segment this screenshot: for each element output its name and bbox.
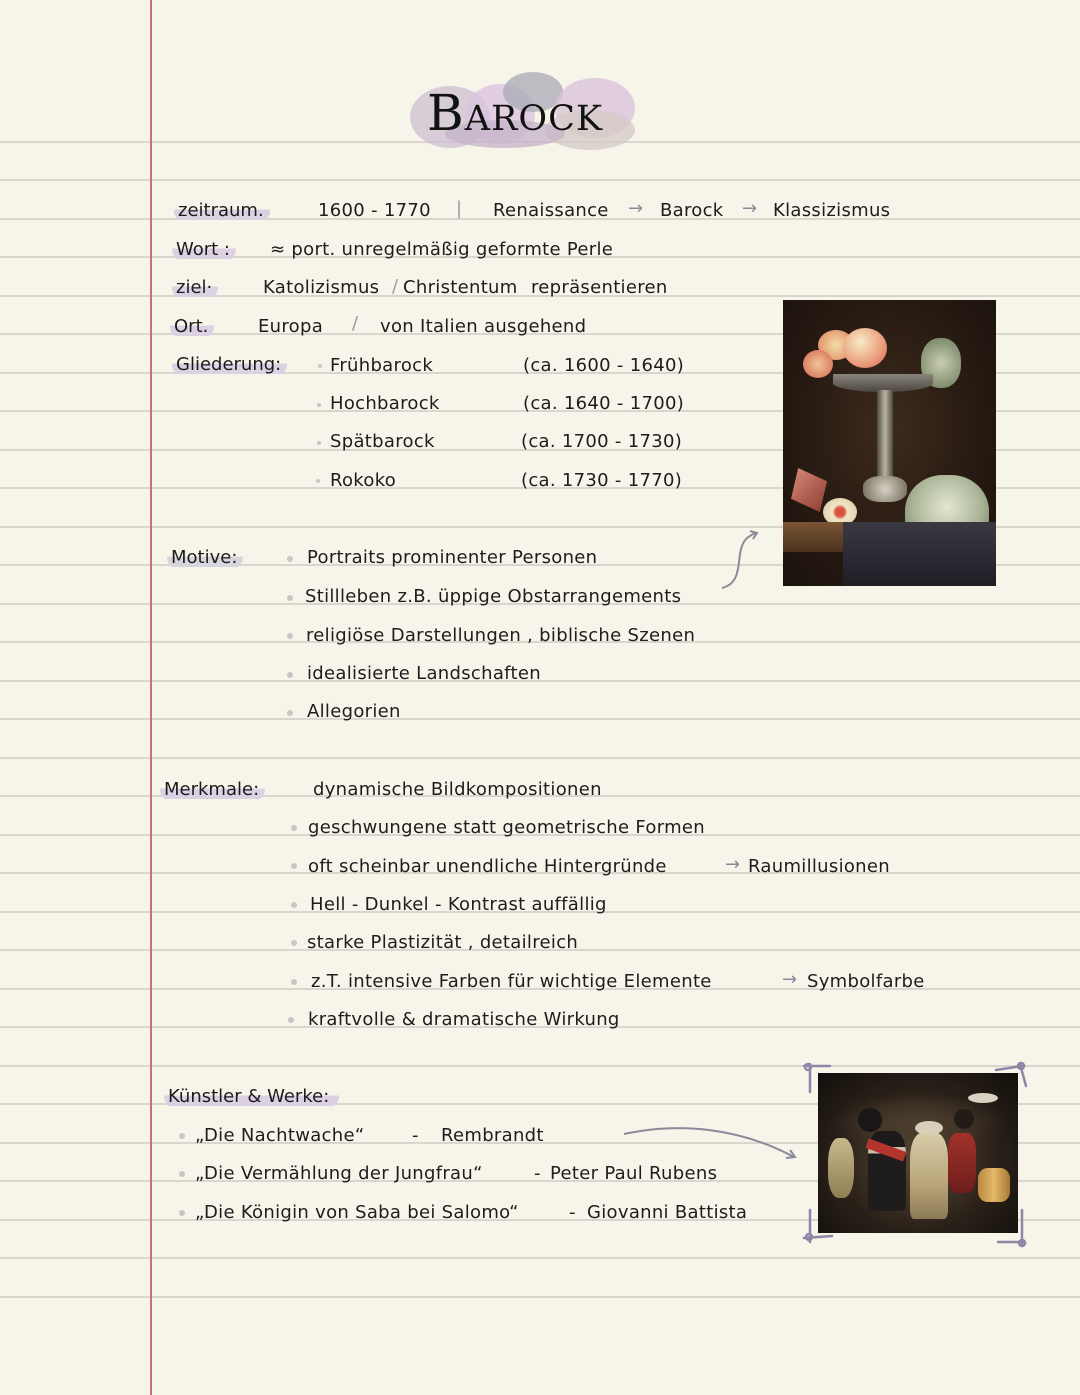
period-name: Hochbarock bbox=[330, 393, 440, 414]
bullet bbox=[179, 1171, 185, 1177]
motive-item: Portraits prominenter Personen bbox=[307, 547, 598, 568]
bullet bbox=[317, 441, 321, 445]
curved-arrow-icon bbox=[718, 530, 768, 595]
period-range: (ca. 1640 - 1700) bbox=[523, 393, 685, 414]
ziel-label: ziel· bbox=[172, 277, 218, 298]
arrow-right-icon: → bbox=[782, 969, 798, 990]
period-range: (ca. 1700 - 1730) bbox=[521, 431, 683, 452]
rule-line bbox=[0, 718, 1080, 720]
merkmal-result: Symbolfarbe bbox=[807, 971, 925, 992]
dash: - bbox=[412, 1125, 419, 1146]
bullet bbox=[287, 672, 293, 678]
era-renaissance: Renaissance bbox=[493, 200, 609, 221]
period-range: (ca. 1730 - 1770) bbox=[521, 470, 683, 491]
motive-item: idealisierte Landschaften bbox=[307, 663, 541, 684]
bullet bbox=[291, 863, 297, 869]
work-title: „Die Nachtwache“ bbox=[195, 1125, 365, 1146]
page-title: Barock bbox=[427, 84, 603, 142]
arrow-right-icon: → bbox=[742, 198, 758, 219]
artist-name: Giovanni Battista bbox=[587, 1202, 748, 1223]
bullet bbox=[287, 633, 293, 639]
rule-line bbox=[0, 1257, 1080, 1259]
bullet bbox=[287, 556, 293, 562]
ziel-value-a: Katolizismus bbox=[263, 277, 380, 298]
merkmale-label: Merkmale: bbox=[160, 779, 265, 800]
slash: / bbox=[392, 276, 399, 297]
period-range: (ca. 1600 - 1640) bbox=[523, 355, 685, 376]
zeitraum-label: zeitraum. bbox=[174, 200, 270, 221]
slash: / bbox=[352, 313, 359, 334]
period-name: Rokoko bbox=[330, 470, 397, 491]
merkmal-item: z.T. intensive Farben für wichtige Elemente bbox=[311, 971, 712, 992]
work-title: „Die Königin von Saba bei Salomo“ bbox=[195, 1202, 519, 1223]
bullet bbox=[318, 364, 322, 368]
ziel-value-b: Christentum bbox=[403, 277, 518, 298]
page-title-block bbox=[405, 70, 640, 155]
ort-value-a: Europa bbox=[258, 316, 324, 337]
merkmal-item: geschwungene statt geometrische Formen bbox=[308, 817, 706, 838]
merkmale-intro: dynamische Bildkompositionen bbox=[313, 779, 602, 800]
gliederung-label: Gliederung: bbox=[172, 354, 287, 375]
wort-label: Wort : bbox=[172, 239, 236, 260]
rule-line bbox=[0, 1296, 1080, 1298]
wort-value: ≈ port. unregelmäßig geformte Perle bbox=[270, 239, 614, 260]
motive-item: Allegorien bbox=[307, 701, 401, 722]
bullet bbox=[288, 1017, 294, 1023]
era-klassizismus: Klassizismus bbox=[773, 200, 891, 221]
photo-corner-marks bbox=[800, 1060, 1030, 1250]
period-name: Frühbarock bbox=[330, 355, 434, 376]
ort-value-b: von Italien ausgehend bbox=[380, 316, 587, 337]
era-barock: Barock bbox=[660, 200, 724, 221]
merkmal-item: kraftvolle & dramatische Wirkung bbox=[308, 1009, 620, 1030]
motive-item: religiöse Darstellungen , biblische Szenen bbox=[306, 625, 696, 646]
merkmal-item: oft scheinbar unendliche Hintergründe bbox=[308, 856, 667, 877]
kuenstler-label: Künstler & Werke: bbox=[164, 1086, 339, 1107]
bullet bbox=[317, 403, 321, 407]
zeitraum-value: 1600 - 1770 bbox=[318, 200, 431, 221]
arrow-right-icon: → bbox=[628, 198, 644, 219]
dash: - bbox=[569, 1202, 576, 1223]
still-life-painting bbox=[783, 300, 996, 586]
ort-label: Ort. bbox=[170, 316, 214, 337]
bullet bbox=[287, 595, 293, 601]
bullet bbox=[316, 479, 320, 483]
margin-line bbox=[150, 0, 152, 1395]
separator: | bbox=[456, 198, 463, 219]
period-name: Spätbarock bbox=[330, 431, 435, 452]
bullet bbox=[179, 1133, 185, 1139]
bullet bbox=[291, 825, 297, 831]
work-title: „Die Vermählung der Jungfrau“ bbox=[195, 1163, 483, 1184]
rule-line bbox=[0, 757, 1080, 759]
dash: - bbox=[534, 1163, 541, 1184]
arrow-right-icon: → bbox=[725, 854, 741, 875]
motive-item: Stillleben z.B. üppige Obstarrangements bbox=[305, 586, 682, 607]
bullet bbox=[291, 940, 297, 946]
merkmal-item: Hell - Dunkel - Kontrast auffällig bbox=[310, 894, 607, 915]
bullet bbox=[287, 710, 293, 716]
merkmal-result: Raumillusionen bbox=[748, 856, 890, 877]
rule-line bbox=[0, 179, 1080, 181]
bullet bbox=[291, 979, 297, 985]
bullet bbox=[291, 902, 297, 908]
curved-arrow-icon bbox=[620, 1122, 800, 1167]
merkmal-item: starke Plastizität , detailreich bbox=[307, 932, 579, 953]
artist-name: Peter Paul Rubens bbox=[550, 1163, 718, 1184]
motive-label: Motive: bbox=[167, 547, 243, 568]
ziel-value-c: repräsentieren bbox=[531, 277, 668, 298]
artist-name: Rembrandt bbox=[441, 1125, 544, 1146]
bullet bbox=[179, 1210, 185, 1216]
